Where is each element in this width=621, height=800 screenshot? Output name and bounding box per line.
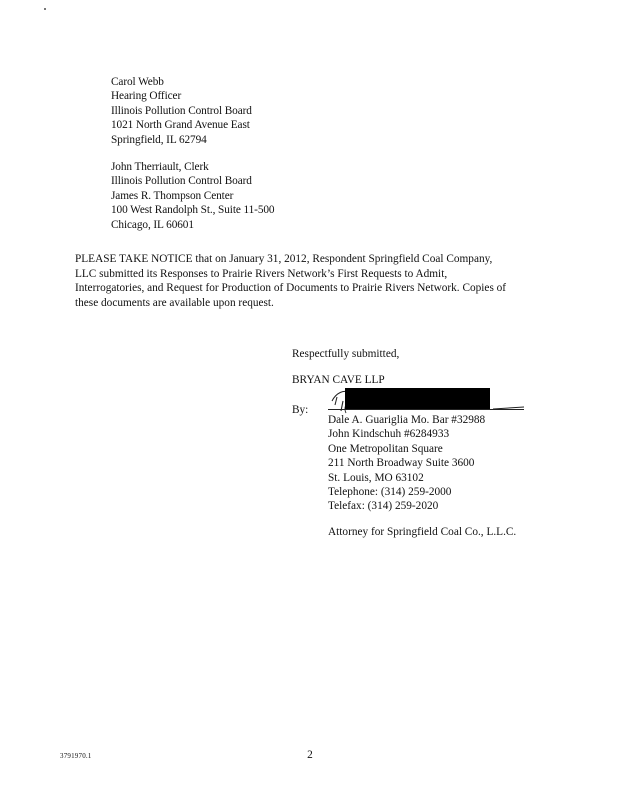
document-id: 3791970.1 xyxy=(60,752,92,760)
attorney-for-line: Attorney for Springfield Coal Co., L.L.C. xyxy=(328,526,517,538)
attorney-detail-line: John Kindschuh #6284933 xyxy=(328,428,450,441)
signature-line xyxy=(328,409,524,410)
notice-line: PLEASE TAKE NOTICE that on January 31, 2012, Respondent Springfield Coal Company, xyxy=(75,253,493,265)
address-line: Hearing Officer xyxy=(111,90,182,103)
closing-text: Respectfully submitted, xyxy=(292,348,400,360)
recipient-address-clerk xyxy=(111,160,274,232)
attorney-detail-line: Telefax: (314) 259-2020 xyxy=(328,500,439,513)
attorney-detail-line: Telephone: (314) 259-2000 xyxy=(328,486,452,499)
scan-speck xyxy=(44,8,46,10)
attorney-detail-line: One Metropolitan Square xyxy=(328,442,443,455)
address-line: John Therriault, Clerk xyxy=(111,161,209,173)
address-line: Chicago, IL 60601 xyxy=(111,218,194,231)
redacted-signature xyxy=(345,388,490,410)
address-line: 1021 North Grand Avenue East xyxy=(111,119,250,132)
recipient-address-hearing-officer xyxy=(111,75,252,147)
notice-paragraph xyxy=(75,252,555,310)
address-line: Springfield, IL 62794 xyxy=(111,133,207,146)
address-line: James R. Thompson Center xyxy=(111,189,234,202)
address-line: Carol Webb xyxy=(111,76,164,88)
notice-line: these documents are available upon request. xyxy=(75,296,274,309)
notice-line: LLC submitted its Responses to Prairie Rivers Network’s First Requests to Admit, xyxy=(75,267,448,280)
address-line: 100 West Randolph St., Suite 11-500 xyxy=(111,204,275,217)
address-line: Illinois Pollution Control Board xyxy=(111,104,252,117)
page-number: 2 xyxy=(307,749,313,761)
by-label: By: xyxy=(292,404,309,416)
attorney-detail-line: Dale A. Guariglia Mo. Bar #32988 xyxy=(328,414,486,426)
firm-name: BRYAN CAVE LLP xyxy=(292,374,385,386)
attorney-contact-details xyxy=(328,413,485,514)
attorney-detail-line: 211 North Broadway Suite 3600 xyxy=(328,457,475,470)
notice-line: Interrogatories, and Request for Production of Documents to Prairie Rivers Network. Copies of xyxy=(75,282,507,295)
attorney-detail-line: St. Louis, MO 63102 xyxy=(328,471,424,484)
address-line: Illinois Pollution Control Board xyxy=(111,175,252,188)
